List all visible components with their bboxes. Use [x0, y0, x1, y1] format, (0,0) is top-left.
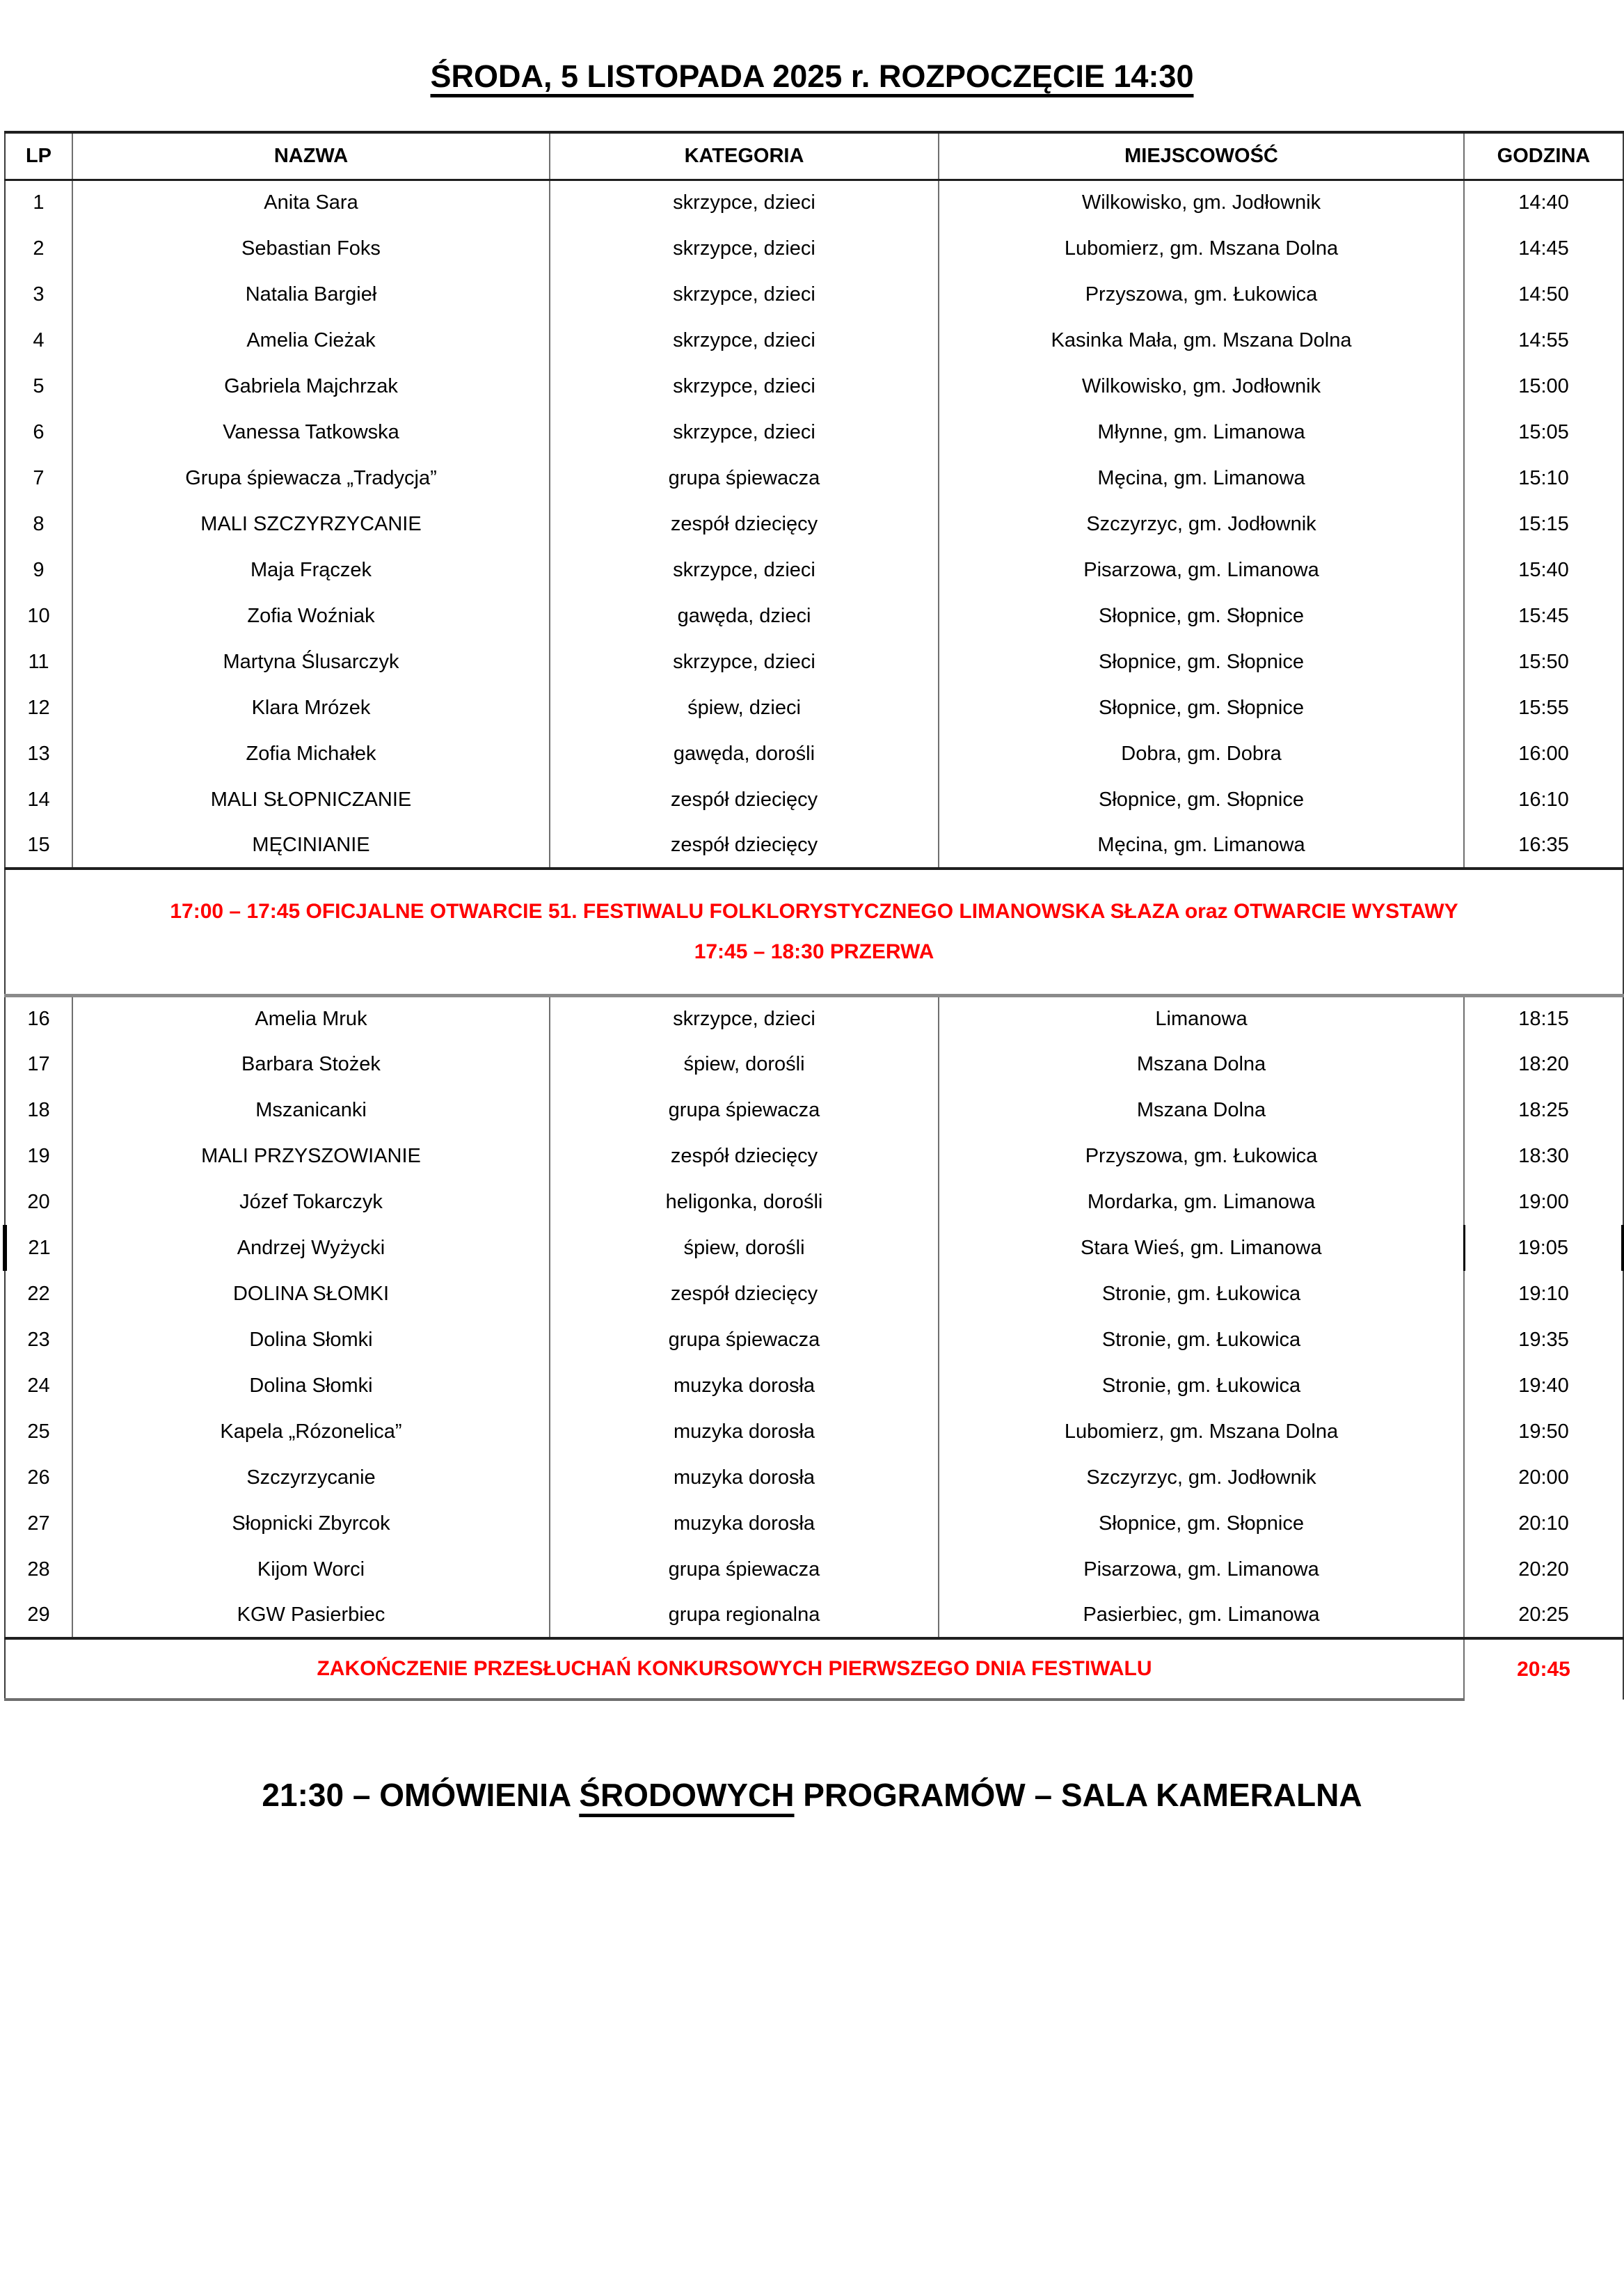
cell-lp: 24 [27, 1374, 50, 1397]
table-row [5, 685, 1623, 731]
cell-nazwa: Zofia Michałek [72, 731, 550, 777]
cell-godzina: 15:45 [1464, 593, 1623, 639]
table-row [5, 593, 1623, 639]
cell-lp: 18 [27, 1098, 50, 1121]
cell-miejscowosc: Mszana Dolna [939, 1041, 1464, 1087]
closing-time: 20:45 [1464, 1638, 1623, 1700]
cell-godzina: 19:10 [1464, 1271, 1623, 1317]
col-header-godzina: GODZINA [1464, 132, 1623, 180]
cell-lp: 5 [33, 374, 45, 397]
page-title [0, 58, 1624, 95]
cell-godzina: 19:40 [1464, 1363, 1623, 1409]
table-row [5, 1179, 1623, 1225]
cell-nazwa: Józef Tokarczyk [72, 1179, 550, 1225]
cell-godzina: 15:05 [1464, 409, 1623, 455]
cell-miejscowosc: Limanowa [939, 995, 1464, 1041]
cell-nazwa: Maja Frączek [72, 547, 550, 593]
cell-miejscowosc: Przyszowa, gm. Łukowica [939, 271, 1464, 317]
cell-kategoria: śpiew, dorośli [550, 1041, 939, 1087]
table-row [5, 1409, 1623, 1455]
cell-miejscowosc: Słopnice, gm. Słopnice [939, 685, 1464, 731]
cell-kategoria: skrzypce, dzieci [550, 995, 939, 1041]
cell-miejscowosc: Szczyrzyc, gm. Jodłownik [939, 1455, 1464, 1501]
cell-miejscowosc: Pisarzowa, gm. Limanowa [939, 547, 1464, 593]
cell-miejscowosc: Mordarka, gm. Limanowa [939, 1179, 1464, 1225]
cell-kategoria: skrzypce, dzieci [550, 547, 939, 593]
cell-kategoria: muzyka dorosła [550, 1501, 939, 1546]
table-row [5, 547, 1623, 593]
cell-nazwa: Dolina Słomki [72, 1363, 550, 1409]
cell-godzina: 18:25 [1464, 1087, 1623, 1133]
table-row [5, 180, 1623, 225]
cell-lp: 28 [27, 1558, 50, 1581]
cell-kategoria: heligonka, dorośli [550, 1179, 939, 1225]
cell-nazwa: Grupa śpiewacza „Tradycja” [72, 455, 550, 501]
cell-godzina: 19:35 [1464, 1317, 1623, 1363]
cell-miejscowosc: Stara Wieś, gm. Limanowa [939, 1225, 1464, 1271]
cell-lp: 7 [33, 466, 45, 489]
cell-kategoria: zespół dziecięcy [550, 1133, 939, 1179]
cell-nazwa: Anita Sara [72, 180, 550, 225]
table-row [5, 363, 1623, 409]
cell-nazwa: MALI SZCZYRZYCANIE [72, 501, 550, 547]
cell-nazwa: KGW Pasierbiec [72, 1592, 550, 1638]
col-header-miejscowosc: MIEJSCOWOŚĆ [939, 132, 1464, 180]
cell-nazwa: MALI SŁOPNICZANIE [72, 777, 550, 823]
evening-note-underlined: ŚRODOWYCH [579, 1777, 795, 1813]
cell-lp: 21 [5, 1225, 72, 1271]
cell-nazwa: Natalia Bargieł [72, 271, 550, 317]
cell-nazwa: Mszanicanki [72, 1087, 550, 1133]
cell-nazwa: Vanessa Tatkowska [72, 409, 550, 455]
cell-kategoria: grupa śpiewacza [550, 455, 939, 501]
cell-godzina: 19:50 [1464, 1409, 1623, 1455]
header-row [5, 132, 1623, 180]
table-row [5, 1225, 1623, 1271]
cell-nazwa: Klara Mrózek [72, 685, 550, 731]
cell-godzina: 14:50 [1464, 271, 1623, 317]
cell-godzina: 18:20 [1464, 1041, 1623, 1087]
cell-miejscowosc: Stronie, gm. Łukowica [939, 1317, 1464, 1363]
cell-miejscowosc: Męcina, gm. Limanowa [939, 455, 1464, 501]
cell-kategoria: skrzypce, dzieci [550, 225, 939, 271]
table-row [5, 225, 1623, 271]
table-row [5, 1501, 1623, 1546]
table-row [5, 501, 1623, 547]
cell-kategoria: skrzypce, dzieci [550, 271, 939, 317]
cell-miejscowosc: Pisarzowa, gm. Limanowa [939, 1546, 1464, 1592]
evening-note-prefix: 21:30 – OMÓWIENIA [262, 1777, 580, 1813]
col-header-lp: LP [5, 132, 72, 180]
cell-godzina: 15:00 [1464, 363, 1623, 409]
table-row [5, 1133, 1623, 1179]
cell-nazwa: Andrzej Wyżycki [72, 1225, 550, 1271]
cell-miejscowosc: Lubomierz, gm. Mszana Dolna [939, 1409, 1464, 1455]
cell-miejscowosc: Dobra, gm. Dobra [939, 731, 1464, 777]
cell-kategoria: skrzypce, dzieci [550, 317, 939, 363]
break-banner-line-1: 17:00 – 17:45 OFICJALNE OTWARCIE 51. FESTIWALU FOLKLORYSTYCZNEGO LIMANOWSKA SŁAZA oraz OTWARCIE WYSTAWY [170, 899, 1458, 923]
cell-lp: 1 [33, 191, 45, 214]
table-body [5, 180, 1623, 1700]
cell-godzina: 14:45 [1464, 225, 1623, 271]
cell-miejscowosc: Szczyrzyc, gm. Jodłownik [939, 501, 1464, 547]
cell-nazwa: Szczyrzycanie [72, 1455, 550, 1501]
cell-godzina: 16:35 [1464, 823, 1623, 869]
evening-note [0, 1776, 1624, 1814]
table-row [5, 1455, 1623, 1501]
cell-lp: 29 [27, 1603, 50, 1626]
break-banner-row [5, 869, 1623, 995]
cell-godzina: 19:05 [1464, 1225, 1623, 1271]
cell-kategoria: muzyka dorosła [550, 1409, 939, 1455]
cell-nazwa: Słopnicki Zbyrcok [72, 1501, 550, 1546]
cell-miejscowosc: Słopnice, gm. Słopnice [939, 593, 1464, 639]
cell-miejscowosc: Męcina, gm. Limanowa [939, 823, 1464, 869]
table-row [5, 731, 1623, 777]
cell-miejscowosc: Wilkowisko, gm. Jodłownik [939, 180, 1464, 225]
cell-nazwa: Dolina Słomki [72, 1317, 550, 1363]
table-row [5, 455, 1623, 501]
cell-miejscowosc: Mszana Dolna [939, 1087, 1464, 1133]
cell-lp: 16 [27, 1007, 50, 1030]
col-header-nazwa: NAZWA [72, 132, 550, 180]
cell-lp: 10 [27, 604, 50, 627]
cell-nazwa: Zofia Woźniak [72, 593, 550, 639]
table-row [5, 777, 1623, 823]
cell-nazwa: Barbara Stożek [72, 1041, 550, 1087]
cell-miejscowosc: Wilkowisko, gm. Jodłownik [939, 363, 1464, 409]
cell-kategoria: grupa regionalna [550, 1592, 939, 1638]
cell-nazwa: Martyna Ślusarczyk [72, 639, 550, 685]
table-row [5, 823, 1623, 869]
cell-lp: 3 [33, 283, 45, 306]
cell-kategoria: skrzypce, dzieci [550, 409, 939, 455]
table-row [5, 995, 1623, 1041]
cell-nazwa: Amelia Mruk [72, 995, 550, 1041]
cell-kategoria: śpiew, dzieci [550, 685, 939, 731]
table-row [5, 271, 1623, 317]
cell-lp: 14 [27, 788, 50, 811]
cell-miejscowosc: Stronie, gm. Łukowica [939, 1271, 1464, 1317]
cell-miejscowosc: Słopnice, gm. Słopnice [939, 639, 1464, 685]
cell-lp: 15 [27, 833, 50, 856]
cell-nazwa: Kapela „Rózonelica” [72, 1409, 550, 1455]
cell-godzina: 15:15 [1464, 501, 1623, 547]
cell-miejscowosc: Przyszowa, gm. Łukowica [939, 1133, 1464, 1179]
cell-kategoria: zespół dziecięcy [550, 501, 939, 547]
cell-godzina: 20:25 [1464, 1592, 1623, 1638]
table-row [5, 1317, 1623, 1363]
cell-kategoria: skrzypce, dzieci [550, 180, 939, 225]
cell-godzina: 14:40 [1464, 180, 1623, 225]
cell-lp: 11 [28, 650, 49, 673]
cell-lp: 17 [27, 1052, 50, 1075]
evening-note-suffix: PROGRAMÓW – SALA KAMERALNA [794, 1777, 1362, 1813]
cell-miejscowosc: Słopnice, gm. Słopnice [939, 1501, 1464, 1546]
cell-miejscowosc: Młynne, gm. Limanowa [939, 409, 1464, 455]
cell-godzina: 15:10 [1464, 455, 1623, 501]
cell-kategoria: grupa śpiewacza [550, 1087, 939, 1133]
table-row [5, 1041, 1623, 1087]
cell-godzina: 16:10 [1464, 777, 1623, 823]
break-banner-line-2: 17:45 – 18:30 PRZERWA [694, 940, 934, 963]
cell-kategoria: muzyka dorosła [550, 1363, 939, 1409]
table-row [5, 639, 1623, 685]
cell-lp: 27 [27, 1512, 50, 1535]
cell-lp: 12 [27, 696, 50, 719]
table-row [5, 1592, 1623, 1638]
cell-kategoria: grupa śpiewacza [550, 1317, 939, 1363]
cell-lp: 4 [33, 328, 45, 351]
cell-kategoria: skrzypce, dzieci [550, 639, 939, 685]
cell-miejscowosc: Pasierbiec, gm. Limanowa [939, 1592, 1464, 1638]
cell-lp: 8 [33, 512, 45, 535]
cell-godzina: 19:00 [1464, 1179, 1623, 1225]
closing-label: ZAKOŃCZENIE PRZESŁUCHAŃ KONKURSOWYCH PIERWSZEGO DNIA FESTIWALU [5, 1638, 1464, 1700]
cell-nazwa: MALI PRZYSZOWIANIE [72, 1133, 550, 1179]
cell-godzina: 20:00 [1464, 1455, 1623, 1501]
cell-nazwa: DOLINA SŁOMKI [72, 1271, 550, 1317]
cell-nazwa: Amelia Cieżak [72, 317, 550, 363]
cell-miejscowosc: Słopnice, gm. Słopnice [939, 777, 1464, 823]
cell-lp: 22 [27, 1282, 50, 1305]
cell-lp: 2 [33, 237, 45, 260]
cell-lp: 20 [27, 1190, 50, 1213]
table-row [5, 1271, 1623, 1317]
cell-miejscowosc: Kasinka Mała, gm. Mszana Dolna [939, 317, 1464, 363]
cell-kategoria: skrzypce, dzieci [550, 363, 939, 409]
table-row [5, 1546, 1623, 1592]
cell-godzina: 15:55 [1464, 685, 1623, 731]
cell-godzina: 18:15 [1464, 995, 1623, 1041]
cell-kategoria: gawęda, dzieci [550, 593, 939, 639]
cell-lp: 19 [27, 1144, 50, 1167]
cell-godzina: 20:20 [1464, 1546, 1623, 1592]
closing-row [5, 1638, 1623, 1700]
cell-kategoria: śpiew, dorośli [550, 1225, 939, 1271]
cell-lp: 6 [33, 420, 45, 443]
table-row [5, 1363, 1623, 1409]
cell-godzina: 16:00 [1464, 731, 1623, 777]
cell-miejscowosc: Stronie, gm. Łukowica [939, 1363, 1464, 1409]
cell-lp: 26 [27, 1466, 50, 1489]
cell-godzina: 15:40 [1464, 547, 1623, 593]
cell-nazwa: Gabriela Majchrzak [72, 363, 550, 409]
col-header-kategoria: KATEGORIA [550, 132, 939, 180]
cell-kategoria: zespół dziecięcy [550, 1271, 939, 1317]
break-banner-cell [5, 869, 1623, 995]
cell-godzina: 14:55 [1464, 317, 1623, 363]
cell-kategoria: zespół dziecięcy [550, 823, 939, 869]
table-row [5, 317, 1623, 363]
cell-godzina: 20:10 [1464, 1501, 1623, 1546]
cell-kategoria: muzyka dorosła [550, 1455, 939, 1501]
schedule-table [3, 131, 1624, 1701]
cell-lp: 23 [27, 1328, 50, 1351]
cell-nazwa: MĘCINIANIE [72, 823, 550, 869]
cell-lp: 25 [27, 1420, 50, 1443]
page-title-text: ŚRODA, 5 LISTOPADA 2025 r. ROZPOCZĘCIE 14:30 [430, 58, 1194, 94]
cell-nazwa: Sebastian Foks [72, 225, 550, 271]
cell-lp: 13 [27, 742, 50, 765]
table-header [5, 132, 1623, 180]
cell-kategoria: gawęda, dorośli [550, 731, 939, 777]
cell-kategoria: zespół dziecięcy [550, 777, 939, 823]
cell-kategoria: grupa śpiewacza [550, 1546, 939, 1592]
cell-godzina: 18:30 [1464, 1133, 1623, 1179]
cell-miejscowosc: Lubomierz, gm. Mszana Dolna [939, 225, 1464, 271]
cell-nazwa: Kijom Worci [72, 1546, 550, 1592]
cell-lp: 9 [33, 558, 45, 581]
cell-godzina: 15:50 [1464, 639, 1623, 685]
table-row [5, 409, 1623, 455]
table-row [5, 1087, 1623, 1133]
